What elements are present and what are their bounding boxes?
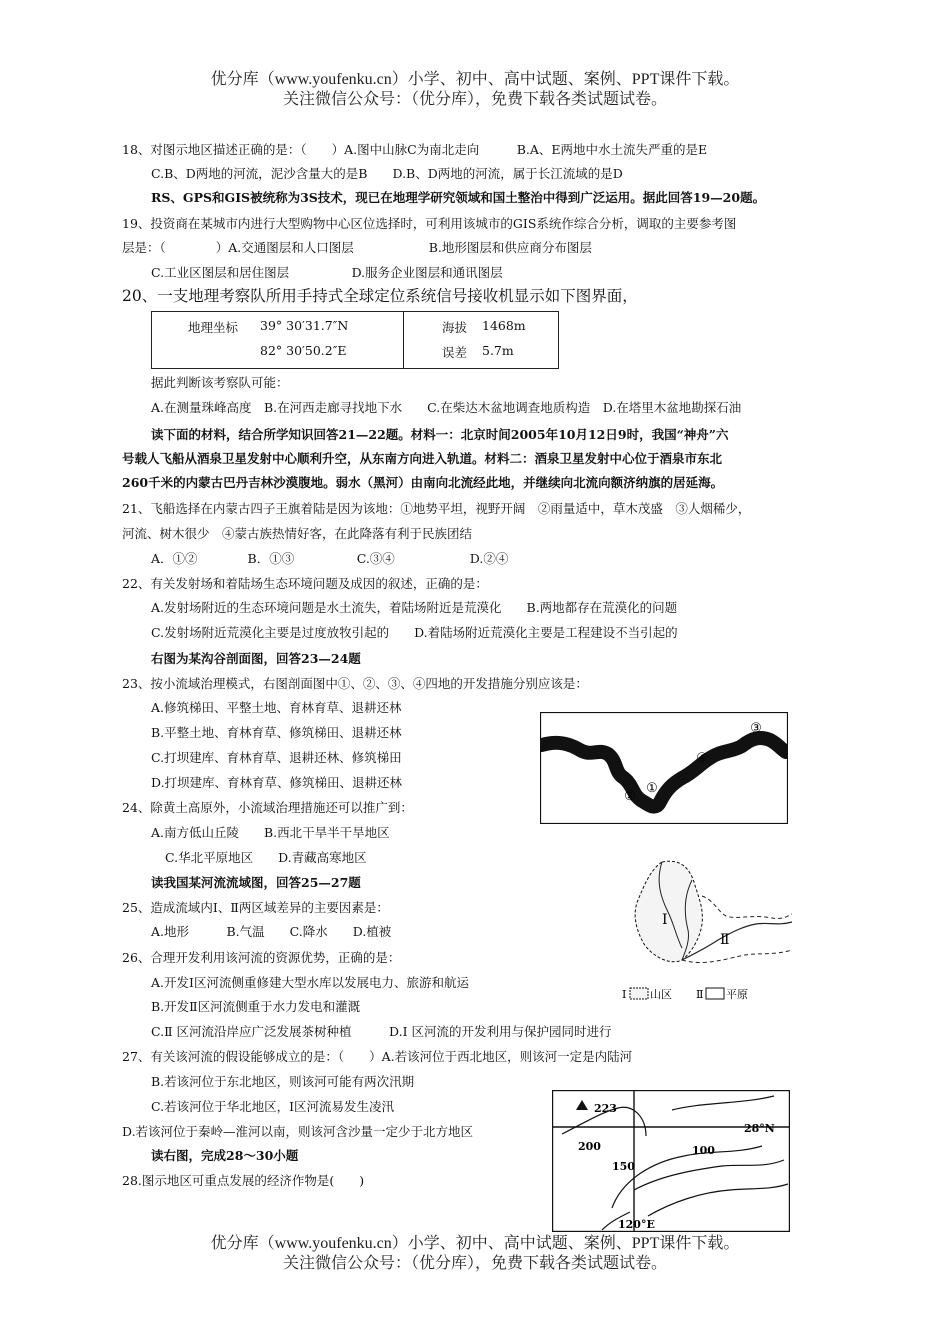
q22-options-cd: C.发射场附近荒漠化主要是过度放牧引起的 D.着陆场附近荒漠化主要是工程建设不当引起的 [151, 625, 678, 640]
q21-options: A．①② B．①③ C.③④ D.②④ [151, 551, 509, 566]
zone-1-label: Ⅰ [662, 912, 668, 928]
legend-mountain-swatch [630, 988, 648, 999]
contour-label-100: 100 [692, 1144, 715, 1157]
section-valley-intro: 右图为某沟谷剖面图，回答23—24题 [151, 651, 361, 666]
q20-options: A.在测量珠峰高度 B.在河西走廊寻找地下水 C.在柴达木盆地调查地质构造 D.在塔里木盆地勘探石油 [151, 400, 742, 415]
q19-options: C.工业区图层和居住图层 D.服务企业图层和通讯图层 [151, 265, 503, 280]
legend-1-label: 山区 [650, 988, 672, 1001]
q26-option-b: B.开发Ⅱ区河流侧重于水力发电和灌溉 [151, 999, 361, 1014]
q23-option-c: C.打坝建库、育林育草、退耕还林、修筑梯田 [151, 750, 402, 765]
q24-options-ab: A.南方低山丘陵 B.西北干旱半干旱地区 [151, 825, 390, 840]
section-contour-intro: 读右图，完成28～30小题 [151, 1148, 299, 1163]
footer-line-2: 关注微信公众号：（优分库），免费下载各类试题试卷。 [282, 1255, 667, 1272]
q22: 22、有关发射场和着陆场生态环境问题及成因的叙述，正确的是： [122, 576, 488, 591]
q25-options: A.地形 B.气温 C.降水 D.植被 [151, 924, 392, 939]
q19: 19、投资商在某城市内进行大型购物中心区位选择时，可利用该城市的GIS系统作综合分析，调取的主要参考图 [122, 216, 737, 231]
latitude-label: 28°N [744, 1122, 775, 1135]
peak-elevation: 223 [594, 1102, 617, 1115]
header-line-2: 关注微信公众号：（优分库），免费下载各类试题试卷。 [282, 91, 667, 108]
error-value: 5.7m [482, 343, 514, 358]
material-line-3: 260千米的内蒙古巴丹吉林沙漠腹地。弱水（黑河）由南向北流经此地，并继续向北流向额济纳旗的居延海。 [122, 475, 724, 490]
q26: 26、合理开发利用该河流的资源优势，正确的是： [122, 950, 401, 965]
section-3s-intro: RS、GPS和GIS被统称为3S技术，现已在地理学研究领域和国土整治中得到广泛运用。据此回答19—20题。 [151, 190, 766, 205]
q26-options-cd: C.Ⅱ 区河流沿岸应广泛发展茶树种植 D.Ⅰ 区河流的开发利用与保护园同时进行 [151, 1024, 612, 1039]
q24: 24、除黄土高原外，小流域治理措施还可以推广到： [122, 800, 413, 815]
header-line-1: 优分库（www.youfenku.cn）小学、初中、高中试题、案例、PPT课件下载。 [210, 71, 740, 88]
valley-mark-4: ④ [696, 751, 708, 766]
q25: 25、造成流域内Ⅰ、Ⅱ两区域差异的主要因素是： [122, 900, 389, 915]
q23-option-b: B.平整土地、育林育草、修筑梯田、退耕还林 [151, 725, 402, 740]
mountain-zone [635, 861, 702, 962]
legend-1-roman: Ⅰ [622, 988, 627, 1001]
q18: 18、对图示地区描述正确的是：（ ）A.图中山脉C为南北走向 B.A、E两地中水土流失严重的是E [122, 142, 708, 157]
q28: 28.图示地区可重点发展的经济作物是( ) [122, 1173, 365, 1188]
altitude-value: 1468m [482, 318, 526, 333]
q23: 23、按小流域治理模式，右图剖面图中①、②、③、④四地的开发措施分别应该是： [122, 676, 588, 691]
contour-label-150: 150 [612, 1160, 635, 1173]
q24-options-cd: C.华北平原地区 D.青藏高寒地区 [165, 850, 367, 865]
section-basin-intro: 读我国某河流流域图，回答25—27题 [151, 875, 361, 890]
contour-label-200: 200 [578, 1140, 601, 1153]
valley-mark-1: ① [646, 781, 658, 796]
error-label: 误差 [442, 345, 468, 360]
material-line-2: 号载人飞船从酒泉卫星发射中心顺利升空，从东南方向进入轨道。材料二：酒泉卫星发射中心位于酒泉市东北 [122, 451, 723, 466]
basin-boundary-north [702, 896, 792, 919]
q21-cont: 河流、树木很少 ④蒙古族热情好客，在此降落有利于民族团结 [122, 526, 473, 541]
q19-cont: 层是：（ ）A.交通图层和人口图层 B.地形图层和供应商分布图层 [122, 240, 592, 255]
legend-plain-swatch [706, 988, 724, 999]
coord-label: 地理坐标 [188, 320, 239, 335]
altitude-label: 海拔 [442, 320, 468, 335]
longitude-label: 120°E [618, 1218, 655, 1231]
valley-mark-2: ② [624, 789, 636, 804]
river-basin-figure [622, 856, 794, 1004]
q18-options: C.B、D两地的河流，泥沙含量大的是B D.B、D两地的河流，属于长江流域的是D [151, 166, 623, 181]
q27-option-c: C.若该河位于华北地区，Ⅰ区河流易发生凌汛 [151, 1099, 395, 1114]
q27-option-b: B.若该河位于东北地区，则该河可能有两次汛期 [151, 1074, 415, 1089]
q23-option-d: D.打坝建库、育林育草、修筑梯田、退耕还林 [151, 775, 403, 790]
q27-option-d: D.若该河位于秦岭—淮河以南，则该河含沙量一定少于北方地区 [122, 1124, 474, 1139]
zone-2-label: Ⅱ [720, 932, 730, 948]
longitude-value: 82° 30′50.2″E [260, 343, 347, 358]
q23-option-a: A.修筑梯田、平整土地、育林育草、退耕还林 [151, 700, 402, 715]
q27: 27、有关该河流的假设能够成立的是：（ ）A.若该河位于西北地区，则该河一定是内陆河 [122, 1049, 633, 1064]
q22-options-ab: A.发射场附近的生态环境问题是水土流失，着陆场附近是荒漠化 B.两地都存在荒漠化的问题 [151, 600, 678, 615]
contour-frame [553, 1091, 790, 1232]
q20-stem: 据此判断该考察队可能： [151, 375, 289, 390]
q20: 20、一支地理考察队所用手持式全球定位系统信号接收机显示如下图界面， [122, 287, 638, 305]
legend-2-roman: Ⅱ [696, 988, 704, 1001]
valley-cross-section-figure [540, 712, 788, 824]
legend-2-label: 平原 [726, 988, 748, 1001]
footer-line-1: 优分库（www.youfenku.cn）小学、初中、高中试题、案例、PPT课件下载。 [210, 1235, 740, 1252]
valley-mark-3: ③ [750, 721, 762, 736]
q21: 21、飞船选择在内蒙古四子王旗着陆是因为该地：①地势平坦，视野开阔 ②雨量适中，草木茂盛 ③人烟稀少， [122, 501, 751, 516]
q26-option-a: A.开发Ⅰ区河流侧重修建大型水库以发展电力、旅游和航运 [151, 975, 469, 990]
gps-display-box [151, 311, 559, 369]
material-line-1: 读下面的材料，结合所学知识回答21—22题。材料一：北京时间2005年10月12日9时，我国“神舟”六 [151, 427, 729, 442]
latitude-value: 39° 30′31.7″N [260, 318, 349, 333]
contour-map-figure [552, 1090, 790, 1232]
